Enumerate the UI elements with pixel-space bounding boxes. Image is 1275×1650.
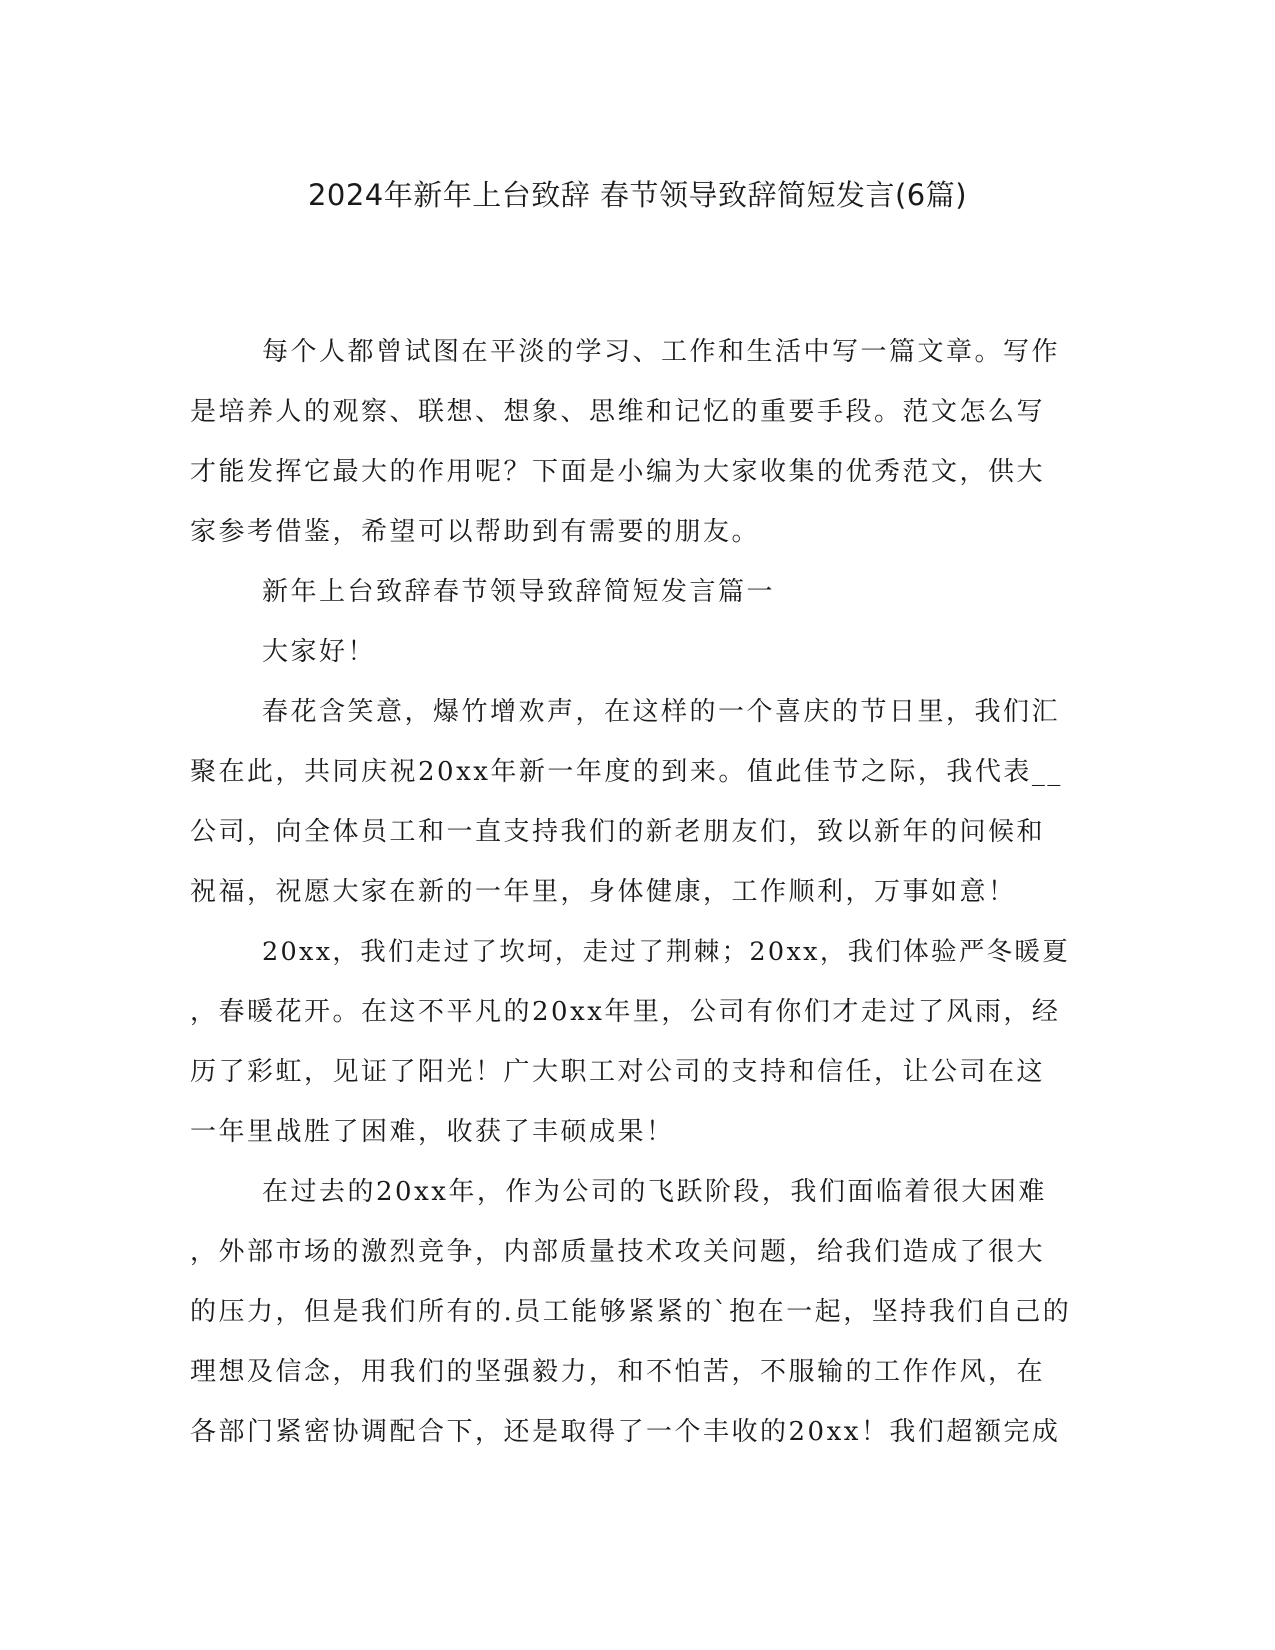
paragraph-line: 是培养人的观察、联想、想象、思维和记忆的重要手段。范文怎么写 — [190, 397, 1046, 427]
paragraph-line: 春花含笑意，爆竹增欢声，在这样的一个喜庆的节日里，我们汇 — [262, 697, 1061, 727]
document-title: 2024年新年上台致辞 春节领导致辞简短发言(6篇) — [307, 178, 968, 212]
paragraph-line: 公司，向全体员工和一直支持我们的新老朋友们，致以新年的问候和 — [190, 817, 1046, 847]
paragraph-line: 历了彩虹，见证了阳光！广大职工对公司的支持和信任，让公司在这 — [190, 1057, 1046, 1087]
section-heading: 新年上台致辞春节领导致辞简短发言篇一 — [262, 577, 776, 607]
document-body — [190, 322, 1080, 1462]
greeting-line: 大家好！ — [262, 637, 377, 667]
paragraph-line: ，外部市场的激烈竞争，内部质量技术攻关问题，给我们造成了很大 — [190, 1237, 1046, 1267]
paragraph-line: 20xx，我们走过了坎坷，走过了荆棘；20xx，我们体验严冬暖夏 — [262, 937, 1071, 967]
paragraph-line: 一年里战胜了困难，收获了丰硕成果！ — [190, 1117, 675, 1147]
paragraph-line: 祝福，祝愿大家在新的一年里，身体健康，工作顺利，万事如意！ — [190, 877, 1017, 907]
paragraph-line: ，春暖花开。在这不平凡的20xx年里，公司有你们才走过了风雨，经 — [190, 997, 1061, 1027]
paragraph-line: 家参考借鉴，希望可以帮助到有需要的朋友。 — [190, 517, 761, 547]
paragraph-line: 理想及信念，用我们的坚强毅力，和不怕苦，不服输的工作作风，在 — [190, 1357, 1046, 1387]
paragraph-line: 每个人都曾试图在平淡的学习、工作和生活中写一篇文章。写作 — [262, 337, 1061, 367]
paragraph-line: 的压力，但是我们所有的.员工能够紧紧的`抱在一起，坚持我们自己的 — [190, 1297, 1072, 1327]
paragraph-line: 聚在此，共同庆祝20xx年新一年度的到来。值此佳节之际，我代表__ — [190, 757, 1063, 787]
paragraph-line: 在过去的20xx年，作为公司的飞跃阶段，我们面临着很大困难 — [262, 1177, 1047, 1207]
paragraph-line: 各部门紧密协调配合下，还是取得了一个丰收的20xx！我们超额完成 — [190, 1417, 1061, 1447]
paragraph-line: 才能发挥它最大的作用呢？下面是小编为大家收集的优秀范文，供大 — [190, 457, 1046, 487]
